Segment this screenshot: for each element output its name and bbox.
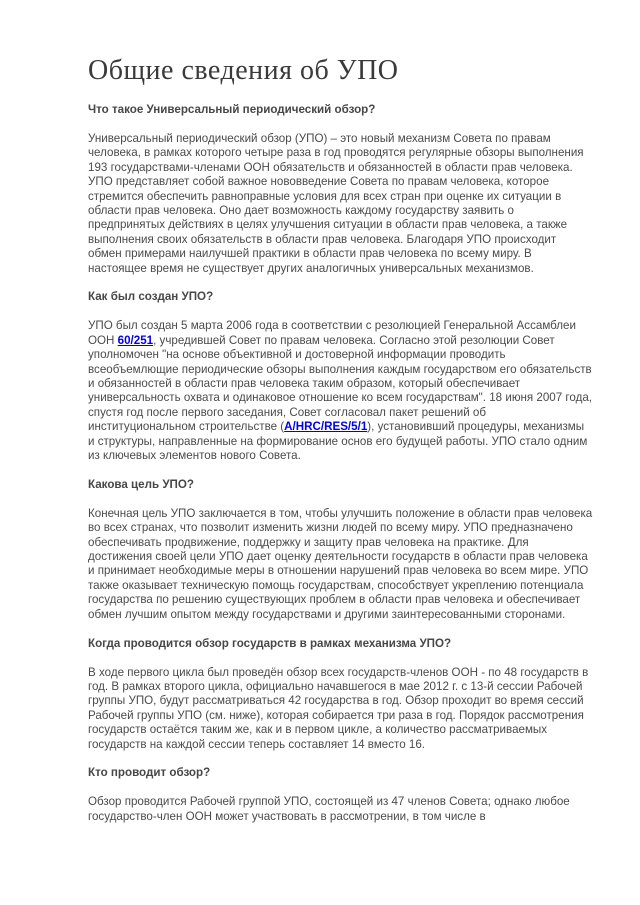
text-run: , учредившей Совет по правам человека. Согласно этой резолюции Совет уполномочен "на основе объективной и достоверной информации проводить всеобъемлющие периодические обзоры выполнения каждым государством его обязательств и обязанностей в области прав человека таким образом, который обеспечивает универсальность охвата и одинаковое отношение ко всем государствам". 18 июня 2007 года, спустя год после первого заседания, Совет согласовал пакет решений об институциональном строительстве ( — [88, 333, 593, 434]
paragraph — [88, 132, 593, 276]
section-heading: Что такое Универсальный периодический обзор? — [88, 103, 376, 116]
paragraph — [88, 795, 593, 824]
text-run: УПО был создан 5 марта 2006 года в соответствии с резолюцией Генеральной Ассамблеи ООН — [88, 319, 576, 347]
link-a-hrc-res-5-1[interactable]: A/HRC/RES/5/1 — [284, 420, 368, 434]
text-run: Обзор проводится Рабочей группой УПО, состоящей из 47 членов Совета; однако любое государство-член ООН может участвовать в рассмотрении, в том числе в — [88, 795, 570, 823]
page-title: Общие сведения об УПО — [88, 55, 399, 86]
document-page — [88, 54, 593, 839]
section-heading: Когда проводится обзор государств в рамках механизма УПО? — [88, 636, 452, 650]
document-body — [88, 103, 593, 824]
section-heading: Кто проводит обзор? — [88, 766, 211, 780]
paragraph — [88, 666, 593, 752]
text-run: Универсальный периодический обзор (УПО) – это новый механизм Совета по правам человека, в рамках которого четыре раза в год проводятся регулярные обзоры выполнения 193 государствами-членами ООН обязательств и обязанностей в области прав человека. УПО представляет собой важное нововведение Совета по правам человека, которое стремится обеспечить равноправные условия для всех стран при оценке их ситуации в области прав человека. Оно дает возможность каждому государству заявить о предпринятых действиях в целях улучшения ситуации в области прав человека, а также выполнения своих обязательств в области прав человека. Благодаря УПО происходит обмен примерами наилучшей практики в области прав человека по всему миру. В настоящее время не существует других аналогичных универсальных механизмов. — [88, 131, 584, 275]
section-heading: Какова цель УПО? — [88, 477, 194, 491]
text-run: В ходе первого цикла был проведён обзор всех государств-членов ООН - по 48 государств в год. В рамках второго цикла, официально начавшегося в мае 2012 г. с 13-й сессии Рабочей группы УПО, будут рассматриваться 42 государства в год. Обзор проходит во время сессий Рабочей группы УПО (см. ниже), которая собирается три раза в год. Порядок рассмотрения государств остаётся таким же, как и в первом цикле, а количество рассматриваемых государств на каждой сессии теперь составляет 14 вместо 16. — [88, 665, 589, 751]
link-60-251[interactable]: 60/251 — [117, 333, 154, 347]
text-run: Конечная цель УПО заключается в том, чтобы улучшить положение в области прав человека во всех странах, что позволит изменить жизни людей по всему миру. УПО предназначено обеспечивать продвижение, поддержку и защиту прав человека на практике. Для достижения своей цели УПО дает оценку деятельности государств в области прав человека и принимает необходимые меры в отношении нарушений прав человека во всем мире. УПО также оказывает техническую помощь государствам, способствует укреплению потенциала государства по решению существующих проблем в области прав человека и обеспечивает обмен лучшим опытом между государствами и другими заинтересованными сторонами. — [88, 506, 593, 621]
paragraph — [88, 319, 593, 463]
paragraph — [88, 507, 593, 622]
text-run: ), установивший процедуры, механизмы и структуры, направленные на формирование основ его будущей работы. УПО стало одним из ключевых элементов нового Совета. — [88, 420, 588, 463]
section-heading: Как был создан УПО? — [88, 290, 214, 304]
